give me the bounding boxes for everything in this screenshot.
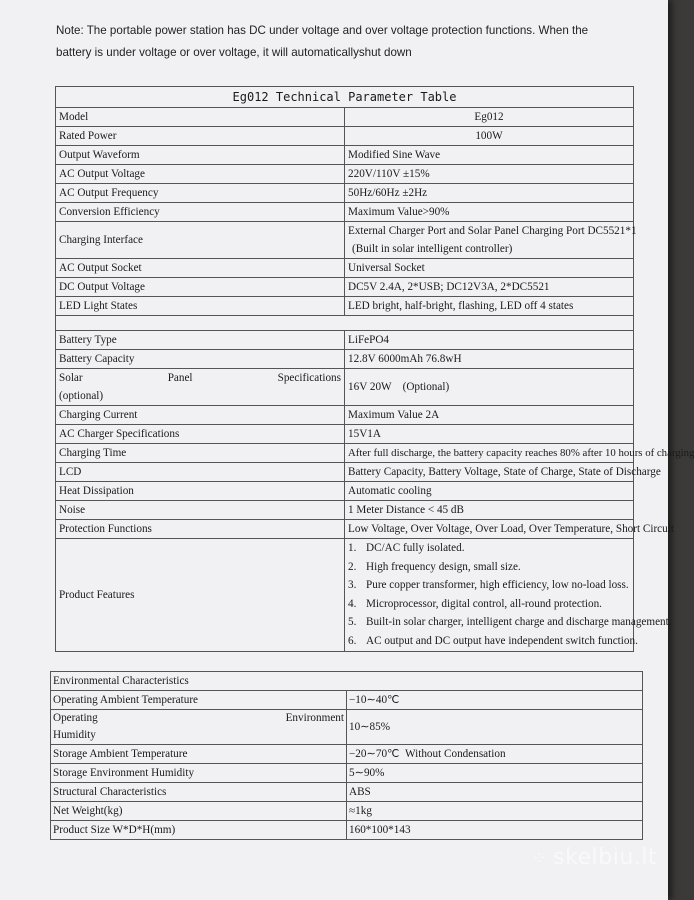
table-row <box>51 764 643 783</box>
row-key: Storage Environment Humidity <box>51 764 347 783</box>
item-number: 4. <box>348 597 357 610</box>
charging-interface-line-2: (Built in solar intelligent controller) <box>352 243 513 255</box>
row-value: 12.8V 6000mAh 76.8wH <box>345 350 634 369</box>
item-number: 3. <box>348 579 357 592</box>
spacer-row <box>56 316 634 331</box>
row-value: 160*100*143 <box>347 821 643 840</box>
table-row <box>56 222 634 259</box>
model-value: Eg012 <box>345 108 634 127</box>
row-key: AC Charger Specifications <box>56 425 345 444</box>
watermark-text: skelbiu.lt <box>553 845 657 870</box>
row-value: −20∼70℃ Without Condensation <box>347 745 643 764</box>
row-key: Net Weight(kg) <box>51 802 347 821</box>
row-value: 1 Meter Distance < 45 dB <box>345 501 634 520</box>
list-item <box>348 595 630 614</box>
row-value: Automatic cooling <box>345 482 634 501</box>
row-key: Battery Capacity <box>56 350 345 369</box>
table-title: Eg012 Technical Parameter Table <box>56 87 634 108</box>
table-row <box>56 259 634 278</box>
row-key: Rated Power <box>56 127 345 146</box>
row-key: AC Output Frequency <box>56 184 345 203</box>
row-key: Battery Type <box>56 331 345 350</box>
row-value: LiFePO4 <box>345 331 634 350</box>
table-row <box>56 297 634 316</box>
row-key: Model <box>56 108 345 127</box>
solar-key-word: (optional) <box>59 390 104 402</box>
table-row <box>51 745 643 764</box>
row-value: LED bright, half-bright, flashing, LED off 4 states <box>345 297 634 316</box>
solar-key-word: Specifications <box>277 372 341 384</box>
row-value: Battery Capacity, Battery Voltage, State of Charge, State of Discharge <box>345 463 634 482</box>
row-key: Charging Current <box>56 406 345 425</box>
row-value: Low Voltage, Over Voltage, Over Load, Over Temperature, Short Circuit <box>345 520 634 539</box>
environment-table <box>50 671 643 840</box>
table-row <box>56 203 634 222</box>
row-value: Maximum Value 2A <box>345 406 634 425</box>
table-row <box>56 425 634 444</box>
row-value: −10∼40℃ <box>347 691 643 710</box>
table-row <box>56 463 634 482</box>
table-row <box>56 278 634 297</box>
table-row <box>56 146 634 165</box>
list-item <box>348 576 630 595</box>
table-row <box>56 520 634 539</box>
table-row <box>56 369 634 406</box>
row-value: 220V/110V ±15% <box>345 165 634 184</box>
row-value: 5∼90% <box>347 764 643 783</box>
row-value: Universal Socket <box>345 259 634 278</box>
row-key: Heat Dissipation <box>56 482 345 501</box>
table-row <box>51 672 643 691</box>
row-value: ≈1kg <box>347 802 643 821</box>
parameter-table <box>55 86 694 652</box>
table-row <box>56 444 634 463</box>
list-item <box>348 539 630 558</box>
row-key: Charging Time <box>56 444 345 463</box>
watermark-dots-icon: ⁘ <box>531 848 548 869</box>
row-value: 100W <box>345 127 634 146</box>
row-value <box>345 222 637 259</box>
row-value: 16V 20W (Optional) <box>345 369 634 406</box>
table-row <box>56 184 634 203</box>
row-value: Modified Sine Wave <box>345 146 634 165</box>
row-key: Protection Functions <box>56 520 345 539</box>
row-key: Structural Characteristics <box>51 783 347 802</box>
table-row <box>56 501 634 520</box>
table-row <box>51 802 643 821</box>
table-row <box>56 108 634 127</box>
item-number: 1. <box>348 542 357 554</box>
charging-interface-line-1: External Charger Port and Solar Panel Charging Port DC5521*1 <box>348 225 637 237</box>
humidity-key-word: Environment <box>285 712 344 724</box>
row-value: ABS <box>347 783 643 802</box>
table-row <box>56 165 634 184</box>
row-key: AC Output Voltage <box>56 165 345 184</box>
row-key: Product Features <box>56 539 345 652</box>
table-row <box>56 539 634 652</box>
item-text: AC output and DC output have independent switch function. <box>366 634 638 647</box>
table-row <box>56 127 634 146</box>
table-row <box>56 331 634 350</box>
item-text: High frequency design, small size. <box>366 560 521 573</box>
row-key: Product Size W*D*H(mm) <box>51 821 347 840</box>
table-row <box>51 691 643 710</box>
item-text: DC/AC fully isolated. <box>366 542 465 554</box>
row-value: 50Hz/60Hz ±2Hz <box>345 184 634 203</box>
features-list <box>348 539 672 651</box>
item-text: Built-in solar charger, intelligent charge and discharge management. <box>366 616 672 629</box>
row-key: LCD <box>56 463 345 482</box>
protection-note: Note: The portable power station has DC under voltage and over voltage protection functions. When the battery is under voltage or over voltage, it will automaticallyshut down <box>56 24 589 59</box>
row-key: AC Output Socket <box>56 259 345 278</box>
row-value: Maximum Value>90% <box>345 203 634 222</box>
row-key: Conversion Efficiency <box>56 203 345 222</box>
item-text: Pure copper transformer, high efficiency, low no-load loss. <box>366 579 629 592</box>
row-key: LED Light States <box>56 297 345 316</box>
list-item <box>348 613 672 632</box>
table-row <box>56 482 634 501</box>
row-key <box>56 369 345 406</box>
table-row <box>56 406 634 425</box>
solar-key-word: Solar <box>59 372 83 384</box>
row-key: Output Waveform <box>56 146 345 165</box>
env-section-header: Environmental Characteristics <box>51 672 643 691</box>
list-item <box>348 558 630 577</box>
row-key: Charging Interface <box>56 222 345 259</box>
row-key <box>51 710 347 745</box>
row-value: After full discharge, the battery capacity reaches 80% after 10 hours of charging <box>345 444 634 463</box>
item-text: Microprocessor, digital control, all-round protection. <box>366 597 602 610</box>
table-row <box>51 783 643 802</box>
item-number: 5. <box>348 616 357 629</box>
row-key: Storage Ambient Temperature <box>51 745 347 764</box>
row-key: Noise <box>56 501 345 520</box>
solar-key-word: Panel <box>167 372 193 384</box>
item-number: 6. <box>348 634 357 647</box>
humidity-key-word: Operating <box>53 712 98 724</box>
table-row <box>51 821 643 840</box>
site-watermark <box>532 845 657 870</box>
features-cell <box>345 539 672 652</box>
row-key: DC Output Voltage <box>56 278 345 297</box>
humidity-key-word: Humidity <box>53 729 96 741</box>
row-value: 10∼85% <box>347 710 643 745</box>
row-key: Operating Ambient Temperature <box>51 691 347 710</box>
row-value: DC5V 2.4A, 2*USB; DC12V3A, 2*DC5521 <box>345 278 634 297</box>
table-row <box>51 710 643 745</box>
list-item <box>348 632 638 651</box>
blank-row <box>56 316 634 331</box>
item-number: 2. <box>348 560 357 573</box>
row-value: 15V1A <box>345 425 634 444</box>
table-row <box>56 350 634 369</box>
